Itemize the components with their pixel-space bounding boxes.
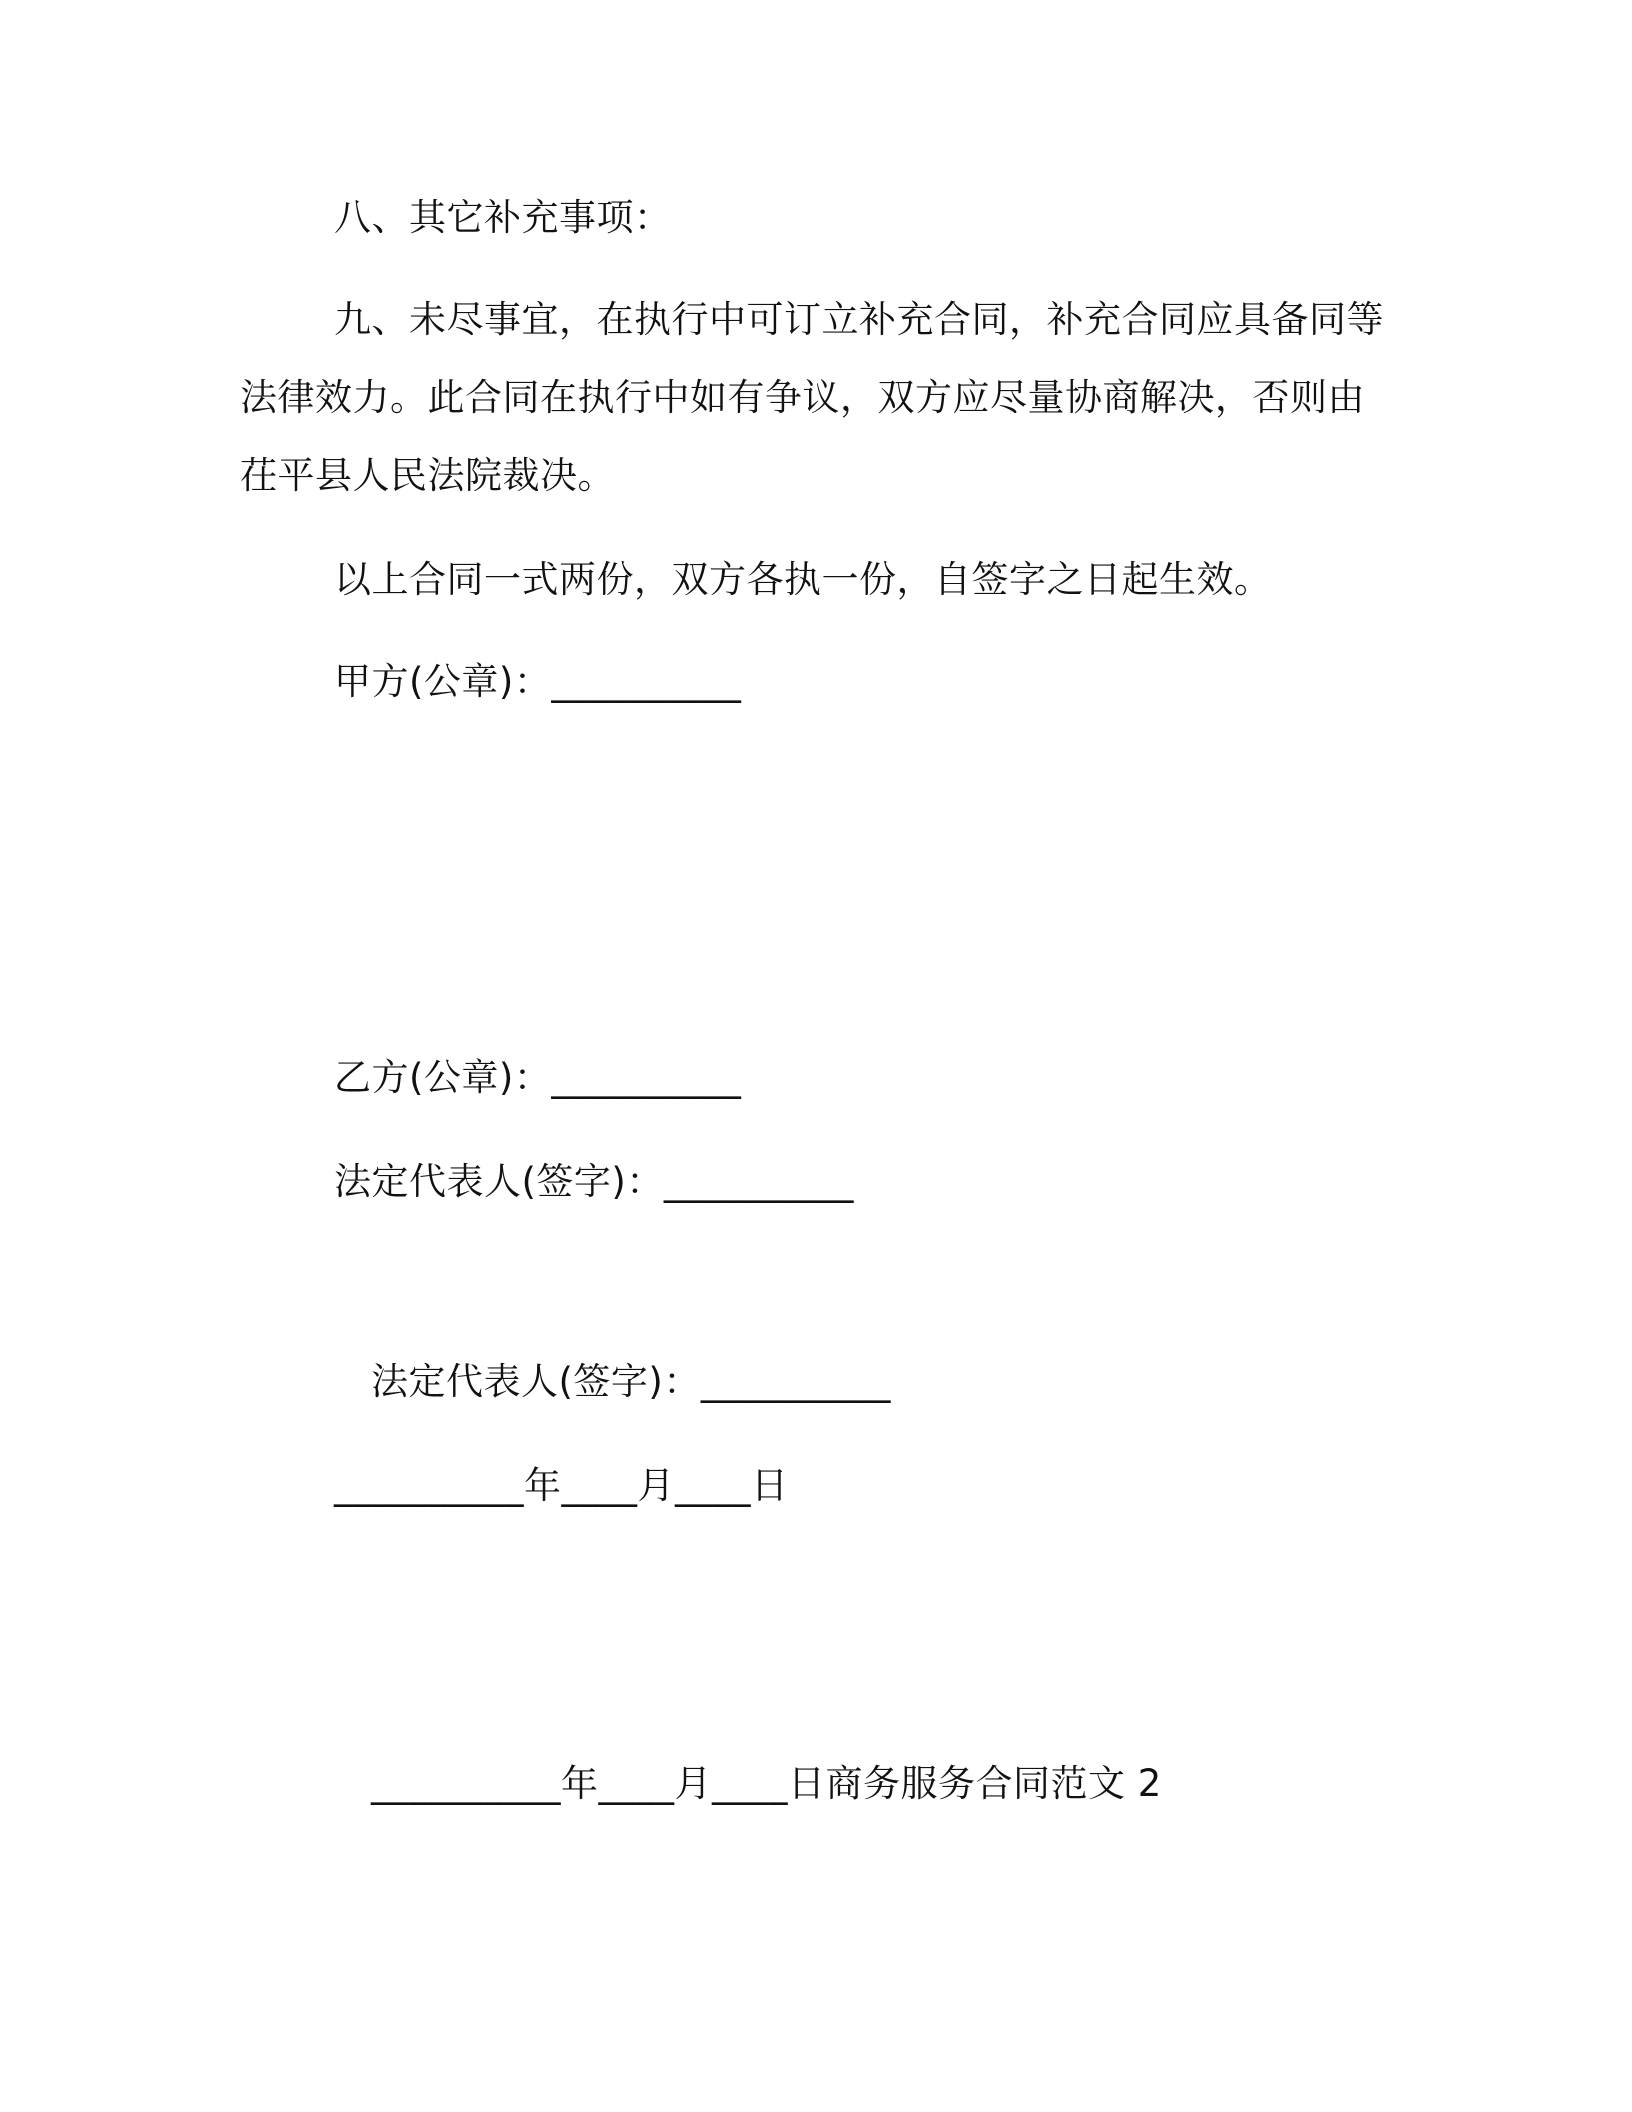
- date-line: __________年____月____日: [334, 1464, 789, 1507]
- clause-9-line-3: 茌平县人民法院裁决。: [240, 454, 615, 497]
- date-and-next-title-line: __________年____月____日商务服务合同范文 2: [371, 1762, 1162, 1805]
- clause-9-line-1: 九、未尽事宜，在执行中可订立补充合同，补充合同应具备同等: [334, 298, 1384, 341]
- clause-9-line-2: 法律效力。此合同在执行中如有争议，双方应尽量协商解决，否则由: [240, 376, 1365, 419]
- legal-representative-signature-line: 法定代表人(签字)：__________: [371, 1360, 891, 1403]
- clause-8: 八、其它补充事项：: [334, 196, 672, 239]
- copies-statement: 以上合同一式两份，双方各执一份，自签字之日起生效。: [334, 558, 1272, 601]
- party-a-seal-line: 甲方(公章)：__________: [334, 660, 742, 703]
- legal-representative-signature-line: 法定代表人(签字)：__________: [334, 1160, 854, 1203]
- party-b-seal-line: 乙方(公章)：__________: [334, 1056, 742, 1099]
